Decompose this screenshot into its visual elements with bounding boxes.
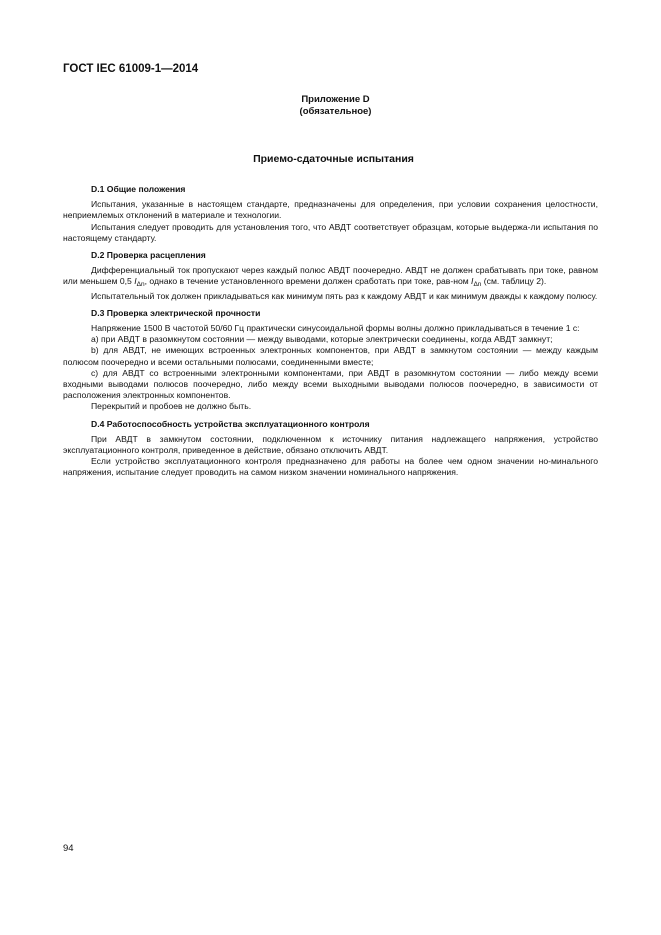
paragraph: Напряжение 1500 В частотой 50/60 Гц практически синусоидальной формы волны должно прикладываться в течение 1 с: [91,323,580,334]
list-item: а) при АВДТ в разомкнутом состоянии — между выводами, которые электрически соединены, когда АВДТ замкнут; [91,334,553,345]
paragraph [63,265,598,290]
section-d1 [63,184,598,244]
symbol-letter: I [471,276,474,287]
paragraph: При АВДТ в замкнутом состоянии, подключенном к источнику питания надлежащего напряжения, устройство эксплуатационного контроля, приведенное в действие, обязано отключить АВДТ. [63,433,598,456]
paragraph: Испытания, указанные в настоящем стандарте, предназначены для определения, при условии сохранения целостности, неприемлемых отклонений в материале и технологии. [63,199,598,221]
text-run: Дифференциальный ток пропускают через каждый полюс АВДТ поочередно. АВДТ не должен срабатывать при токе, равном или меньшем 0,5 [63,265,598,287]
symbol-letter: I [134,276,137,287]
annex-status: (обязательное) [299,106,372,117]
section-heading: D.3 Проверка электрической прочности [91,307,261,318]
list-item: b) для АВДТ, не имеющих встроенных электронных компонентов, при АВДТ в замкнутом состоянии — между каждым полюсом поочередно и всеми остальными полюсами, соединенными вместе; [63,345,598,367]
symbol-subscript: Δn [136,281,145,289]
annex-block [0,94,661,118]
paragraph: Испытания следует проводить для установления того, что АВДТ соответствует образцам, которые выдержа-ли испытания по настоящему стандарту. [63,221,598,243]
document-body [63,184,598,485]
section-heading: D.2 Проверка расцепления [91,250,206,261]
text-run: (см. таблицу 2). [481,276,547,287]
current-symbol [134,276,145,289]
standard-code: ГОСТ IEC 61009-1—2014 [63,63,199,75]
paragraph: Перекрытий и пробоев не должно быть. [91,401,252,412]
section-d4 [63,419,598,479]
section-heading: D.4 Работоспособность устройства эксплуатационного контроля [91,418,370,429]
section-d3 [63,308,598,413]
text-run: , однако в течение установленного времени должен сработать при токе, рав-ном [144,276,472,287]
list-item: с) для АВДТ со встроенными электронными компонентами, при АВДТ в разомкнутом состоянии — либо между всеми входными выводами полюсов поочередно, либо между всеми выходными выводами полюсов поочередно, в зависимости от расположения электронных компонентов. [63,367,598,401]
page-title: Приемо-сдаточные испытания [253,153,414,165]
paragraph: Если устройство эксплуатационного контроля предназначено для работы на более чем одном значении но-минального напряжения, испытание следует проводить на самом низком значении номинального напряжения. [63,456,598,478]
annex-title: Приложение D [301,94,370,105]
paragraph: Испытательный ток должен прикладываться как минимум пять раз к каждому АВДТ и как минимум дважды к каждому полюсу. [91,290,598,301]
page-number: 94 [63,843,74,854]
section-heading: D.1 Общие положения [91,184,186,194]
current-symbol [471,276,482,289]
section-d2 [63,250,598,302]
symbol-subscript: Δn [473,281,482,289]
